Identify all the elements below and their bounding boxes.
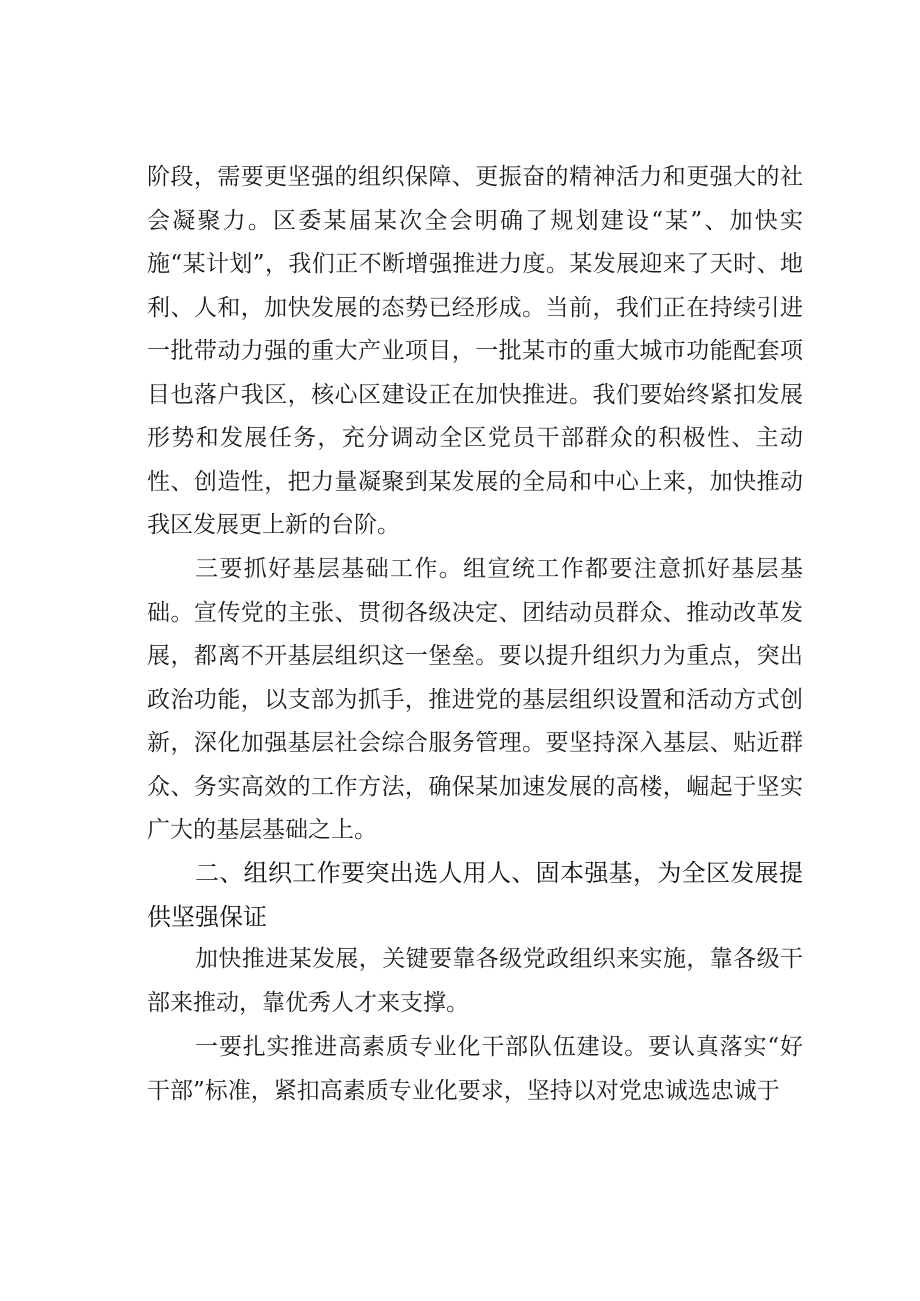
paragraph-grassroots-work: 三要抓好基层基础工作。组宣统工作都要注意抓好基层基础。宣传党的主张、贯彻各级决定、团结动员群众、推动改革发展，都离不开基层组织这一堡垒。要以提升组织力为重点，突出政治功能，以支部为抓手，推进党的基层组织设置和活动方式创新，深化加强基层社会综合服务管理。要坚持深入基层、贴近群众、务实高效的工作方法，确保某加速发展的高楼，崛起于坚实广大的基层基础之上。	[147, 556, 803, 843]
paragraph-continuation: 阶段，需要更坚强的组织保障、更振奋的精神活力和更强大的社会凝聚力。区委某届某次全会明确了规划建设“某”、加快实施“某计划”，我们正不断增强推进力度。某发展迎来了天时、地利、人和，加快发展的态势已经形成。当前，我们正在持续引进一批带动力强的重大产业项目，一批某市的重大城市功能配套项目也落户我区，核心区建设正在加快推进。我们要始终紧扣发展形势和发展任务，充分调动全区党员干部群众的积极性、主动性、创造性，把力量凝聚到某发展的全局和中心上来，加快推动我区发展更上新的台阶。	[147, 164, 803, 538]
paragraph-cadre-building: 一要扎实推进高素质专业化干部队伍建设。要认真落实“好干部”标准，紧扣高素质专业化要求，坚持以对党忠诚选忠诚于	[147, 1034, 803, 1104]
paragraph-intro-section-2: 加快推进某发展，关键要靠各级党政组织来实施，靠各级干部来推动，靠优秀人才来支撑。	[147, 946, 803, 1016]
section-heading-2: 二、组织工作要突出选人用人、固本强基，为全区发展提供坚强保证	[147, 859, 803, 931]
